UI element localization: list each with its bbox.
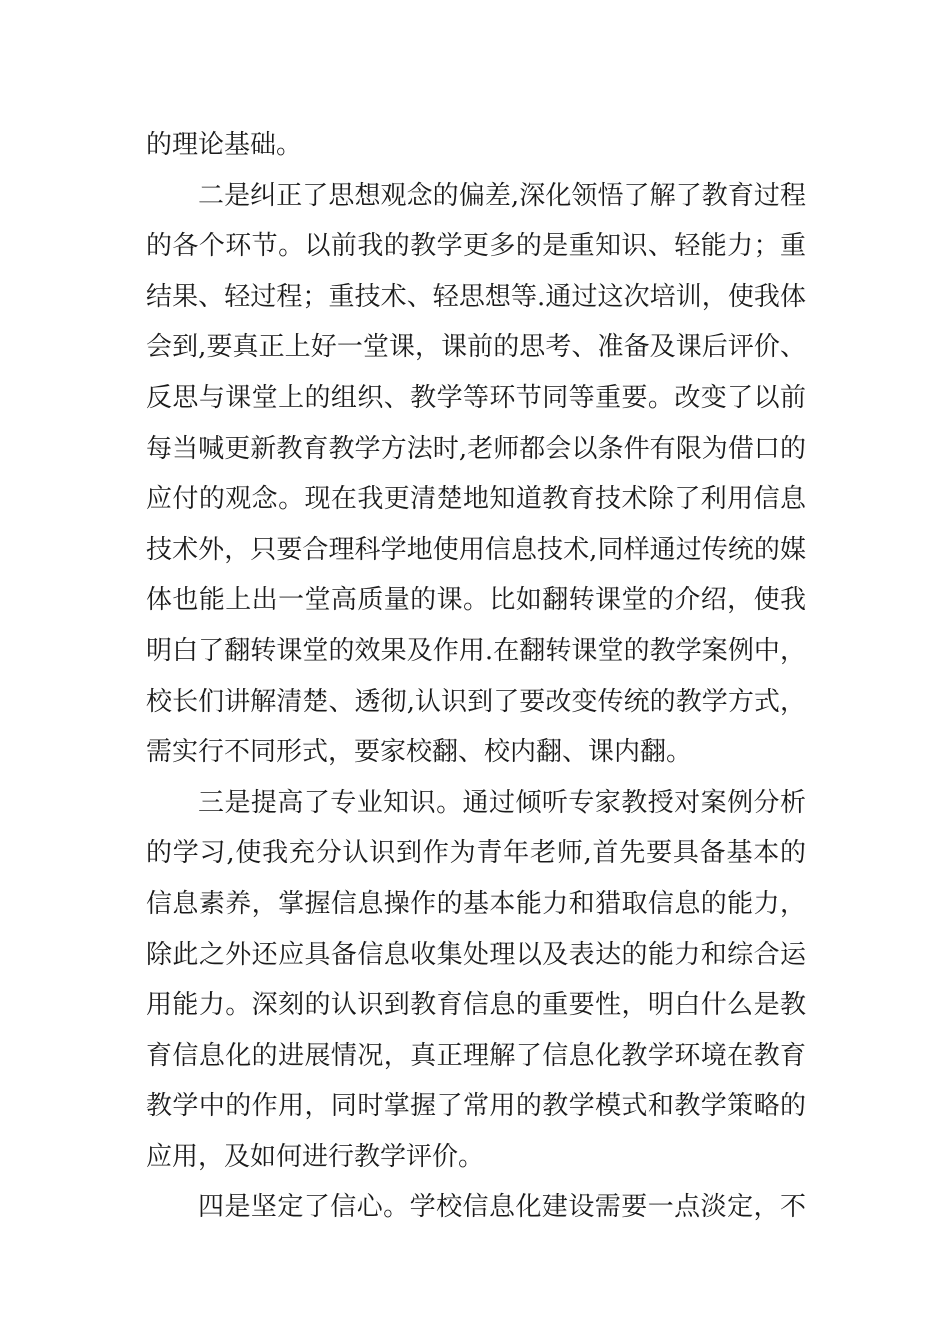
text-line: 体也能上出一堂高质量的课。比如翻转课堂的介绍，使我	[146, 585, 806, 616]
text-line: 信息素养，掌握信息操作的基本能力和猎取信息的能力，	[146, 888, 806, 919]
text-line: 应用，及如何进行教学评价。	[146, 1141, 485, 1172]
text-line: 每当喊更新教育教学方法时,老师都会以条件有限为借口的	[146, 433, 806, 464]
text-line: 的理论基础。	[146, 130, 303, 160]
paragraph-first-line: 二是纠正了思想观念的偏差,深化领悟了解了教育过程	[198, 180, 806, 211]
text-line: 应付的观念。现在我更清楚地知道教育技术除了利用信息	[146, 484, 806, 515]
text-line: 用能力。深刻的认识到教育信息的重要性，明白什么是教	[146, 990, 806, 1021]
text-line: 会到,要真正上好一堂课，课前的思考、准备及课后评价、	[146, 332, 806, 363]
text-line: 的各个环节。以前我的教学更多的是重知识、轻能力；重	[146, 231, 806, 262]
paragraph-first-line: 三是提高了专业知识。通过倾听专家教授对案例分析	[198, 787, 806, 818]
document-body	[146, 120, 806, 1233]
text-line: 校长们讲解清楚、透彻,认识到了要改变传统的教学方式，	[146, 686, 806, 717]
text-line: 结果、轻过程；重技术、轻思想等.通过这次培训，使我体	[146, 281, 806, 312]
text-line: 教学中的作用，同时掌握了常用的教学模式和教学策略的	[146, 1091, 806, 1122]
text-line: 的学习,使我充分认识到作为青年老师,首先要具备基本的	[146, 838, 806, 869]
text-line: 明白了翻转课堂的效果及作用.在翻转课堂的教学案例中，	[146, 635, 806, 666]
text-line: 技术外，只要合理科学地使用信息技术,同样通过传统的媒	[146, 534, 806, 565]
text-line: 反思与课堂上的组织、教学等环节同等重要。改变了以前	[146, 382, 806, 413]
paragraph-first-line: 四是坚定了信心。学校信息化建设需要一点淡定，不	[198, 1192, 806, 1223]
text-line: 除此之外还应具备信息收集处理以及表达的能力和综合运	[146, 939, 806, 970]
text-line: 需实行不同形式，要家校翻、校内翻、课内翻。	[146, 737, 693, 768]
text-line: 育信息化的进展情况，真正理解了信息化教学环境在教育	[146, 1040, 806, 1071]
